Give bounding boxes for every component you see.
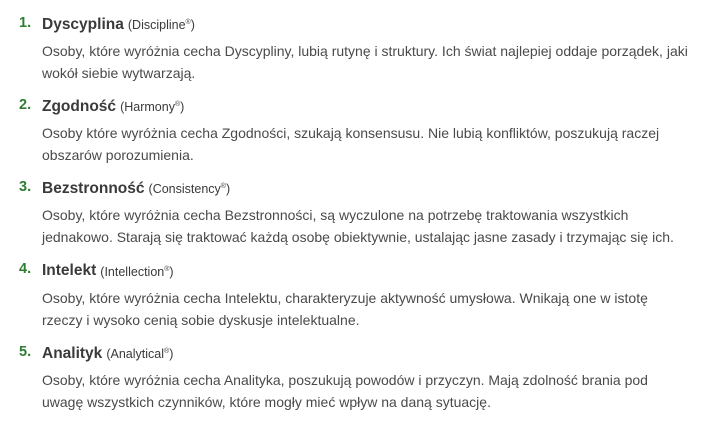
list-item [0, 94, 701, 166]
item-number: 4. [19, 261, 32, 278]
item-heading [42, 176, 701, 200]
item-description: Osoby, które wyróżnia cecha Analityka, poszukują powodów i przyczyn. Mają zdolność brania pod uwagę wszystkich czynników, które mogły mieć wpływ na daną sytuację. [42, 371, 648, 410]
list-item [0, 176, 701, 248]
item-title: Intelekt [42, 262, 97, 280]
item-english-name: (Intellection®) [100, 264, 174, 279]
item-heading [42, 258, 701, 282]
list-item [0, 12, 701, 84]
strengths-list [0, 12, 701, 423]
item-title: Analityk [42, 344, 103, 362]
item-number: 2. [19, 97, 32, 114]
item-title: Bezstronność [42, 180, 145, 198]
item-title: Dyscyplina [42, 16, 124, 34]
item-heading [42, 341, 701, 365]
item-heading [42, 12, 701, 36]
list-item [0, 341, 701, 413]
item-number: 3. [19, 179, 32, 196]
item-description: Osoby które wyróżnia cecha Zgodności, szukają konsensusu. Nie lubią konfliktów, poszukują raczej obszarów porozumienia. [42, 125, 660, 164]
item-english-name: (Consistency®) [148, 182, 231, 197]
item-title: Zgodność [42, 98, 117, 116]
item-description: Osoby, które wyróżnia cecha Intelektu, charakteryzuje aktywność umysłowa. Wnikają one w istotę rzeczy i wysoko cenią sobie dyskusje intelektualne. [42, 289, 648, 328]
item-heading [42, 94, 701, 118]
item-english-name: (Harmony®) [120, 100, 185, 115]
item-number: 5. [19, 343, 32, 360]
item-description: Osoby, które wyróżnia cecha Bezstronności, są wyczulone na potrzebę traktowania wszystkich jednakowo. Starają się traktować każdą osobę obiektywnie, ustalając jasne zasady i trzymając się ich. [42, 207, 674, 246]
item-number: 1. [19, 15, 32, 31]
item-english-name: (Analytical®) [106, 346, 174, 361]
item-description: Osoby, które wyróżnia cecha Dyscypliny, lubią rutynę i struktury. Ich świat najlepiej oddaje porządek, jaki wokół siebie wytwarzają. [42, 43, 688, 82]
list-item [0, 258, 701, 330]
item-english-name: (Discipline®) [127, 18, 195, 33]
